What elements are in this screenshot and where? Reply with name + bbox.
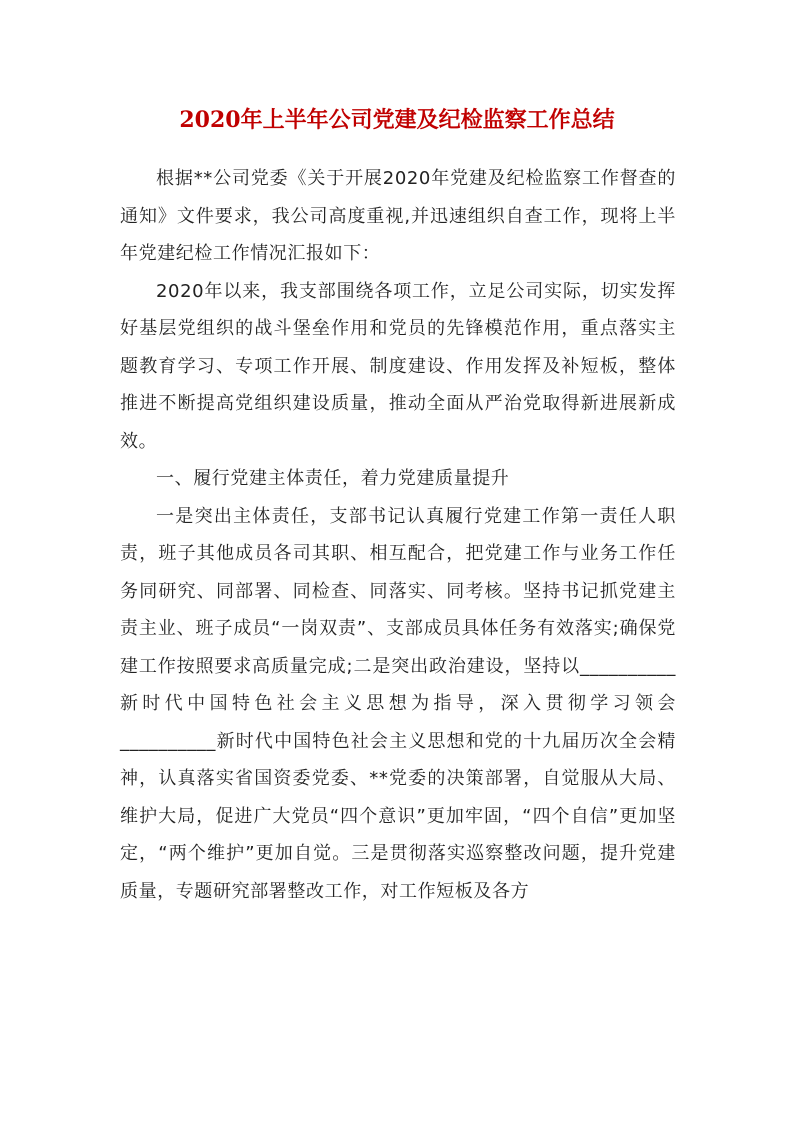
document-body <box>120 160 676 910</box>
document-title: 2020年上半年公司党建及纪检监察工作总结 <box>179 107 615 133</box>
paragraph-intro: 根据**公司党委《关于开展2020年党建及纪检监察工作督查的通知》文件要求，我公司高度重视,并迅速组织自查工作，现将上半年党建纪检工作情况汇报如下： <box>120 168 676 264</box>
paragraph-overview: 2020年以来，我支部围绕各项工作，立足公司实际，切实发挥好基层党组织的战斗堡垒作用和党员的先锋模范作用，重点落实主题教育学习、专项工作开展、制度建设、作用发挥及补短板，整体推进不断提高党组织建设质量，推动全面从严治党取得新进展新成效。 <box>120 280 676 452</box>
section-heading-1: 一、履行党建主体责任，着力党建质量提升 <box>156 468 510 489</box>
paragraph-section-1: 一是突出主体责任，支部书记认真履行党建工作第一责任人职责，班子其他成员各司其职、相互配合，把党建工作与业务工作任务同研究、同部署、同检查、同落实、同考核。坚持书记抓党建主责主业、班子成员“一岗双责”、支部成员具体任务有效落实;确保党建工作按照要求高质量完成;二是突出政治建设，坚持以__________新时代中国特色社会主义思想为指导，深入贯彻学习领会__________新时代中国特色社会主义思想和党的十九届历次全会精神，认真落实省国资委党委、**党委的决策部署，自觉服从大局、维护大局，促进广大党员“四个意识”更加牢固，“四个自信”更加坚定，“两个维护”更加自觉。三是贯彻落实巡察整改问题，提升党建质量，专题研究部署整改工作，对工作短板及各方 <box>120 505 676 902</box>
